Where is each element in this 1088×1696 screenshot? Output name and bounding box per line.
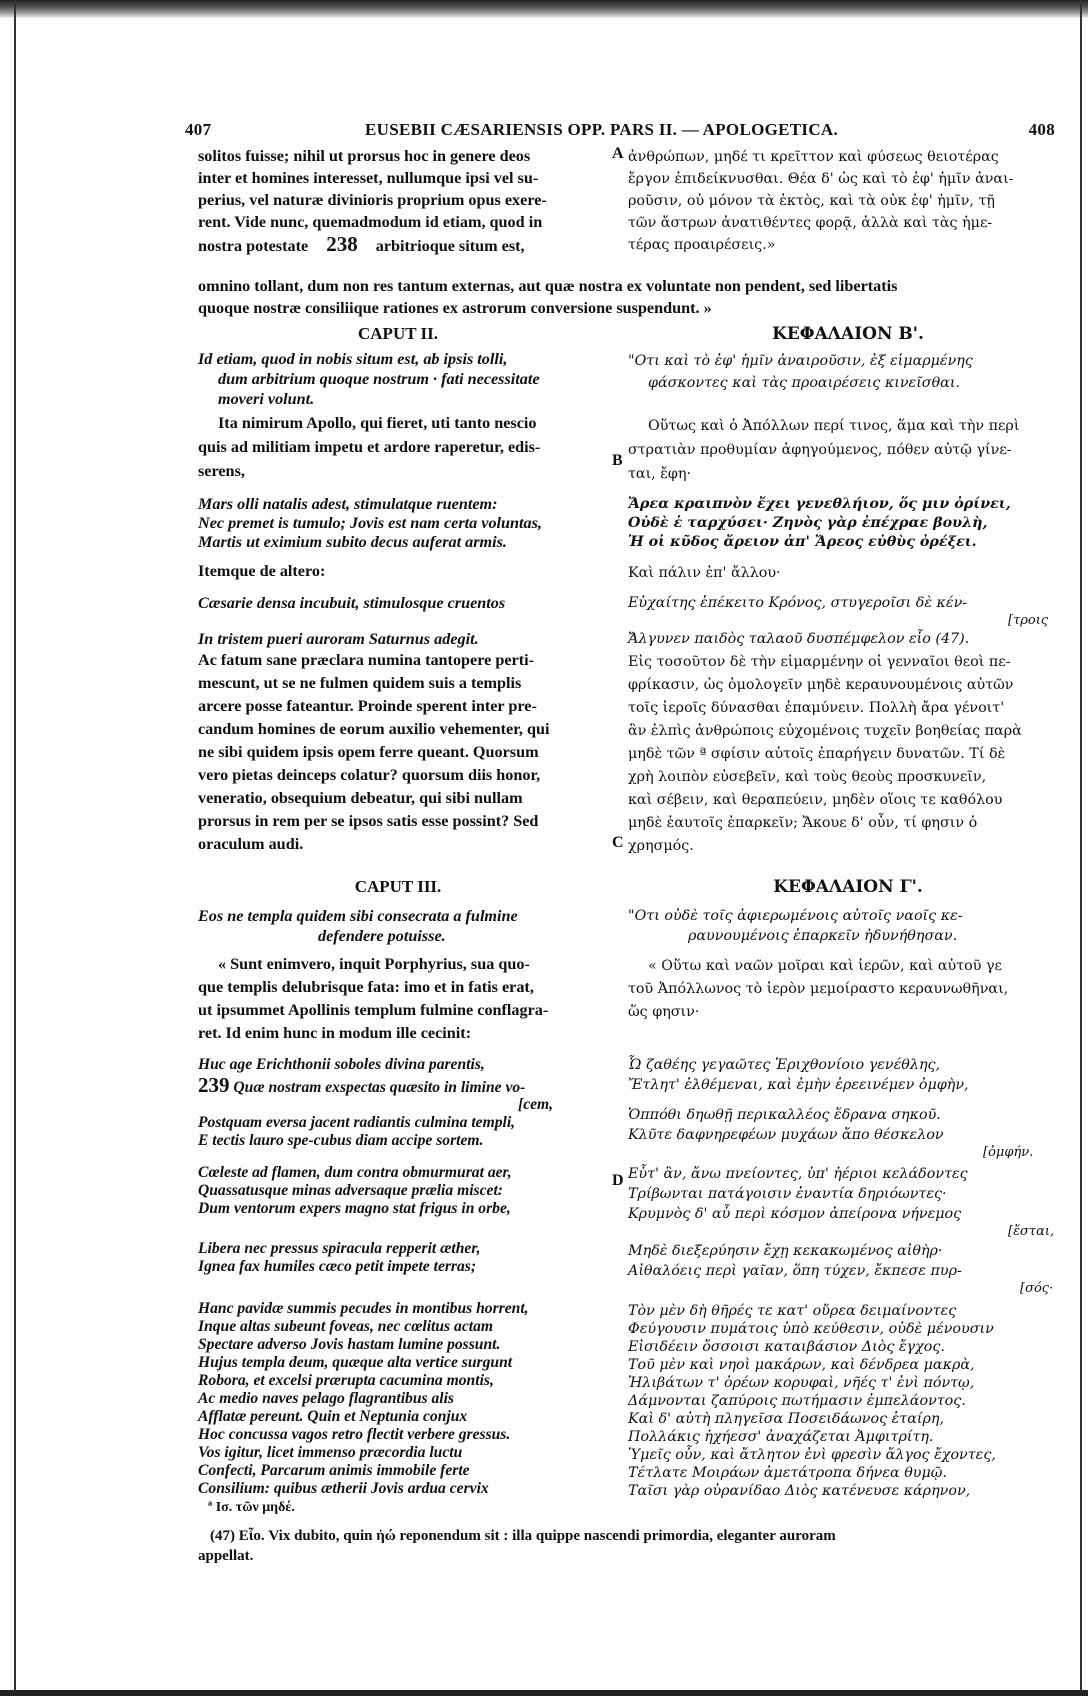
latin-text: arbitrioque situm est, [375, 237, 525, 255]
footnote-47 [198, 1526, 1068, 1566]
summary-line: Eos ne templa quidem sibi consecrata a fulmine [198, 907, 518, 925]
greek-line: ται, ἔφη· [628, 466, 692, 482]
greek-line: « Οὕτω καὶ ναῶν μοῖραι καὶ ἱερῶν, καὶ αὐτοῦ γε [648, 958, 1002, 974]
latin-line: oraculum audi. [198, 835, 304, 853]
verse-line: Ἔτλητ' ἐλθέμεναι, καὶ ἐμὴν ἐρεεινέμεν ὀμφὴν, [628, 1077, 969, 1093]
summary-line: moveri volunt. [218, 390, 315, 408]
greek-line: χρησμός. [628, 838, 694, 854]
verse-line: Confecti, Parcarum animis immobile ferte [198, 1462, 470, 1479]
verse-line: Ἡ οἱ κῦδος ἄρειον ἀπ' Ἄρεος εὐθὺς ὀρέξει. [628, 534, 977, 550]
greek-line: Εἰς τοσοῦτον δὲ τὴν εἱμαρμένην οἱ γενναῖοι θεοὶ πε- [628, 654, 1011, 670]
verse-line: In tristem pueri auroram Saturnus adegit. [198, 630, 479, 648]
page-number-left: 407 [185, 120, 212, 139]
latin-line: prorsus in rem per se ipsos satis esse possint? Sed [198, 812, 539, 830]
verse-line: Nec premet is tumulo; Jovis est nam certa voluntas, [198, 514, 542, 532]
greek-line: στρατιὰν προθυμίαν ἀφηγούμενος, πόθεν αὐτῷ γίνε- [628, 442, 1012, 458]
verse-line: Mars olli natalis adest, stimulatque ruentem: [198, 495, 498, 513]
page-border-left [14, 0, 16, 1696]
verse-line: Ἄλγυνεν παιδὸς ταλαοῦ δυσπέμφελον εἷο (47). [628, 631, 970, 647]
greek-line: τοῖς ἱεροῖς δύνασθαι ἐπαμύνειν. Πολλὴ ἄρα γένοιτ' [628, 700, 1005, 716]
greek-variant-note: ª Ισ. τῶν μηδέ. [208, 1500, 295, 1515]
verse-line: Ac medio naves pelago flagrantibus alis [198, 1390, 455, 1407]
verse-line: Quassatusque minas adversaque prælia miscet: [198, 1182, 503, 1199]
verse-line: Spectare adverso Jovis hastam lumine possunt. [198, 1336, 501, 1353]
page-border-bottom [0, 1690, 1088, 1696]
caput-3-heading: CAPUT III. [354, 877, 442, 896]
running-header [185, 120, 1085, 144]
verse-line: Εὐχαίτης ἐπέκειτο Κρόνος, στυγεροῖσι δὲ κέν- [628, 595, 968, 611]
page-number-right: 408 [1028, 120, 1055, 139]
verse-line: Εὖτ' ἂν, ἄνω πνείοντες, ὑπ' ἠέριοι κελάδοντες [628, 1166, 968, 1182]
verse-turnover: [ἔσται, [1008, 1224, 1055, 1239]
verse-line: Martis ut eximium subito decus auferat armis. [198, 533, 507, 551]
running-title: EUSEBII CÆSARIENSIS OPP. PARS II. — APOLOGETICA. [365, 120, 839, 139]
verse-line: Κρυμνὸς δ' αὖ περὶ κόσμον ἀπείρονα νήνεμος [628, 1206, 962, 1222]
verse-line: Robora, et excelsi prærupta cacumina montis, [198, 1372, 494, 1389]
greek-line: μηδὲ τῶν ª σφίσιν αὐτοῖς ἐπαρήγειν δυνατῶν. Τί δὲ [628, 746, 1006, 762]
latin-line: inter et homines interesset, nullumque ipsi vel su- [198, 169, 539, 187]
latin-line: rent. Vide nunc, quemadmodum id etiam, quod in [198, 213, 543, 231]
verse-line: Hujus templa deum, quæque alta vertice surgunt [198, 1354, 513, 1371]
section-marker-a: A [612, 145, 624, 162]
verse-line: Hoc concussa vagos retro flectit verbere gressus. [198, 1426, 511, 1443]
verse-line: Afflatæ pereunt. Quin et Neptunia conjux [198, 1408, 468, 1425]
verse-line: Inque altas subeunt foveas, nec cœlitus actam [198, 1318, 493, 1335]
latin-text: nostra potestate [198, 237, 309, 255]
greek-line: ὥς φησιν· [628, 1004, 700, 1020]
verse-line: Ὁππόθι δηωθῇ περικαλλέος ἕδρανα σηκοῦ. [628, 1107, 941, 1123]
footnote-line: (47) Εἷο. Vix dubito, quin ἠώ reponendum sit : illa quippe nascendi primordia, eleganter auroram [210, 1528, 836, 1544]
latin-line: solitos fuisse; nihil ut prorsus hoc in genere deos [198, 147, 531, 165]
latin-line: mescunt, ut se ne fulmen quidem suis a templis [198, 674, 522, 692]
verse-line: Cœleste ad flamen, dum contra obmurmurat aer, [198, 1164, 512, 1181]
latin-line: Ac fatum sane præclara numina tantopere perti- [198, 651, 535, 669]
latin-line: quis ad militiam impetu et ardore raperetur, edis- [198, 438, 541, 456]
summary-line: dum arbitrium quoque nostrum · fati necessitate [218, 370, 540, 388]
greek-line: ἂν ἐλπὶς ἀνθρώποις εὐχομένοις τυχεῖν βοηθείας παρὰ [628, 723, 1022, 739]
verse-line: Postquam eversa jacent radiantis culmina templi, [198, 1114, 516, 1131]
full-line: omnino tollant, dum non res tantum externas, aut quæ nostra ex voluntate non pendent, sed libertatis [198, 277, 898, 295]
verse-line: Ignea fax humiles cæco petit impete terras; [198, 1258, 477, 1275]
latin-line: perius, vel naturæ divinioris proprium opus exere- [198, 191, 547, 209]
section-marker-c: C [612, 834, 624, 851]
page-border-right [1080, 0, 1082, 1696]
marginal-number: 239 [198, 1073, 230, 1097]
latin-line: « Sunt enimvero, inquit Porphyrius, sua quo- [218, 955, 530, 973]
verse-line: E tectis lauro spe-cubus diam accipe sortem. [198, 1132, 484, 1149]
verse-line: Huc age Erichthonii soboles divina parentis, [198, 1056, 485, 1073]
verse-line: Τρίβωνται πατάγοισιν ἐναντία δηριόωντες· [628, 1186, 947, 1202]
latin-line: ut ipsummet Apollinis templum fulmine conflagra- [198, 1001, 549, 1019]
verse-line: Τέτλατε Μοιράων ἀμετάτροπα δήνεα θυμῷ. [628, 1465, 947, 1481]
summary-line: "Οτι οὐδὲ τοῖς ἀφιερωμένοις αὐτοῖς ναοῖς κε- [628, 908, 963, 924]
latin-line: ne sibi quidem ipsis opem ferre queant. Quorsum [198, 743, 539, 761]
latin-line: candum homines de eorum auxilio vehementer, qui [198, 720, 550, 738]
verse-line: Dum ventorum expers magno stat frigus in orbe, [198, 1200, 511, 1217]
marginal-number: 238 [326, 232, 358, 256]
greek-line: φρίκασιν, ὡς ὁμολογεῖν μηδὲ κεραυνουμένοις αὐτῶν [628, 677, 1014, 693]
summary-line: ραυνουμένοις ἐπαρκεῖν ἠδυνήθησαν. [688, 928, 958, 944]
greek-line: καὶ σέβειν, καὶ θεραπεύειν, μηδὲν οἵοις τε καθόλου [628, 792, 1003, 808]
latin-line: arcere posse fateantur. Proinde sperent inter pre- [198, 697, 537, 715]
verse-line: Consilium: quibus ætherii Jovis ardua cervix [198, 1480, 489, 1497]
greek-line: τῶν ἄστρων ἀνατιθέντες φορᾷ, ἀλλὰ καὶ τὰς ἡμε- [628, 215, 993, 231]
kephalaion-b-item: Καὶ πάλιν ἐπ' ἄλλου· [628, 565, 781, 581]
verse-line: Ταῖσι γὰρ οὐρανίδαο Διὸς κατένευσε κάρηνον, [628, 1483, 971, 1499]
verse-line-with-number [198, 1074, 525, 1099]
verse-text: Quæ nostram exspectas quæsito in limine vo- [233, 1079, 526, 1096]
verse-line: Ἠλιβάτων τ' ὀρέων κορυφαὶ, νῆές τ' ἐνὶ πόντῳ, [628, 1375, 975, 1391]
full-width-text [198, 275, 1068, 319]
verse-line: Κλῦτε δαφνηρεφέων μυχάων ἄπο θέσκελον [628, 1127, 944, 1143]
verse-line: Libera nec pressus spiracula repperit æther, [198, 1240, 481, 1257]
greek-line: ἀνθρώπων, μηδέ τι κρεῖττον καὶ φύσεως θειοτέρας [628, 149, 999, 165]
greek-line: μηδὲ ἑαυτοῖς ἐπαρκεῖν; Ἄκουε δ' οὖν, τί φησιν ὁ [628, 815, 978, 831]
greek-line: τοῦ Ἀπόλλωνος τὸ ἱερὸν μεμοίραστο κεραυνωθῆναι, [628, 981, 1009, 997]
verse-line: Ἄρεα κραιπνὸν ἔχει γενεθλήιον, ὅς μιν ὀρίνει, [628, 496, 1011, 512]
greek-line: τέρας προαιρέσεις.» [628, 237, 776, 253]
footnote-line: appellat. [198, 1548, 254, 1564]
verse-line: Εἰσιδέειν ὄσσοισι καταιβάσιον Διὸς ἔγχος. [628, 1339, 945, 1355]
greek-line: Οὕτως καὶ ὁ Ἀπόλλων περί τινος, ἅμα καὶ τὴν περὶ [648, 418, 1020, 434]
latin-line: vero pietas deinceps colatur? quorsum diis honor, [198, 766, 541, 784]
summary-line: Id etiam, quod in nobis situm est, ab ipsis tolli, [198, 350, 508, 368]
verse-turnover: [σός· [1020, 1281, 1054, 1296]
verse-line: Ὦ ζαθέης γεγαῶτες Ἐριχθονίοιο γενέθλης, [628, 1057, 941, 1073]
caput-2-item: Itemque de altero: [198, 562, 326, 580]
verse-line: Δάμνονται ζαπύροις πωτήμασιν ἐμπελάοντος. [628, 1393, 966, 1409]
verse-line: Τοῦ μὲν καὶ νηοὶ μακάρων, καὶ δένδρεα μακρὰ, [628, 1357, 975, 1373]
summary-line: φάσκοντες καὶ τὰς προαιρέσεις κινεῖσθαι. [648, 375, 960, 391]
summary-line: "Οτι καὶ τὸ ἐφ' ἡμῖν ἀναιροῦσιν, ἐξ εἱμαρμένης [628, 353, 973, 369]
verse-line: Τὸν μὲν δὴ θῆρές τε κατ' οὔρεα δειμαίνοντες [628, 1303, 957, 1319]
kephalaion-b-heading: ΚΕΦΑΛΑΙΟΝ Β'. [772, 324, 924, 344]
verse-turnover: [cem, [518, 1096, 554, 1113]
latin-line: serens, [198, 462, 245, 480]
latin-line: que templis delubrisque fata: imo et in fatis erat, [198, 978, 534, 996]
section-marker-b: B [612, 452, 623, 469]
summary-line: defendere potuisse. [318, 927, 446, 945]
verse-line: Φεύγουσιν πυμάτοις ὑπὸ κεύθεσιν, οὐδὲ μένουσιν [628, 1321, 994, 1337]
verse-line: Πολλάκις ἠχήεσσ' ἀναχάζεται Ἀμφιτρίτη. [628, 1429, 934, 1445]
verse-line: Hanc pavidæ summis pecudes in montibus horrent, [198, 1300, 529, 1317]
greek-line: ἔργον ἐπιδείκνυσθαι. Θέα δ' ὡς καὶ τὸ ἐφ' ἡμῖν ἀναι- [628, 171, 1014, 187]
greek-line: ροῦσιν, οὐ μόνον τὰ ἐκτὸς, καὶ τὰ οὐκ ἐφ' ἡμῖν, τῇ [628, 193, 995, 209]
verse-line: Καὶ δ' αὐτὴ πληγεῖσα Ποσειδάωνος ἑταίρη, [628, 1411, 944, 1427]
verse-turnover: [τροις [1008, 613, 1049, 628]
latin-line-with-number [198, 233, 525, 257]
section-marker-d: D [612, 1172, 624, 1189]
verse-line: Ὑμεῖς οὖν, καὶ ἄτλητον ἐνὶ φρεσὶν ἄλγος ἔχοντες, [628, 1447, 996, 1463]
caput-2-heading: CAPUT II. [358, 324, 438, 343]
scan-edge-shadow [0, 0, 1088, 18]
verse-line: Μηδὲ διεξερύησιν ἔχῃ κεκακωμένος αἰθὴρ· [628, 1243, 943, 1259]
kephalaion-g-heading: ΚΕΦΑΛΑΙΟΝ Γ'. [773, 877, 923, 897]
verse-line: Οὐδὲ ἑ ταρχύσει· Ζηνὸς γὰρ ἐπέχραε βουλὴ, [628, 515, 988, 531]
latin-line: Ita nimirum Apollo, qui fieret, uti tanto nescio [218, 414, 537, 432]
latin-line: veneratio, obsequium debeatur, qui sibi nullam [198, 789, 523, 807]
latin-line: ret. Id enim hunc in modum ille cecinit: [198, 1024, 472, 1042]
verse-turnover: [ὀμφήν. [983, 1145, 1034, 1160]
full-line: quoque nostræ consiliique rationes ex astrorum conversione suspendunt. » [198, 299, 712, 317]
greek-line: χρὴ λοιπὸν εὐσεβεῖν, καὶ τοὺς θεοὺς προσκυνεῖν, [628, 769, 987, 785]
verse-line: Αἰθαλόεις περὶ γαῖαν, ὅπη τύχεν, ἔκπεσε πυρ- [628, 1263, 962, 1279]
verse-line: Vos igitur, licet immenso præcordia luctu [198, 1444, 463, 1461]
verse-line: Cæsarie densa incubuit, stimulosque cruentos [198, 594, 506, 612]
